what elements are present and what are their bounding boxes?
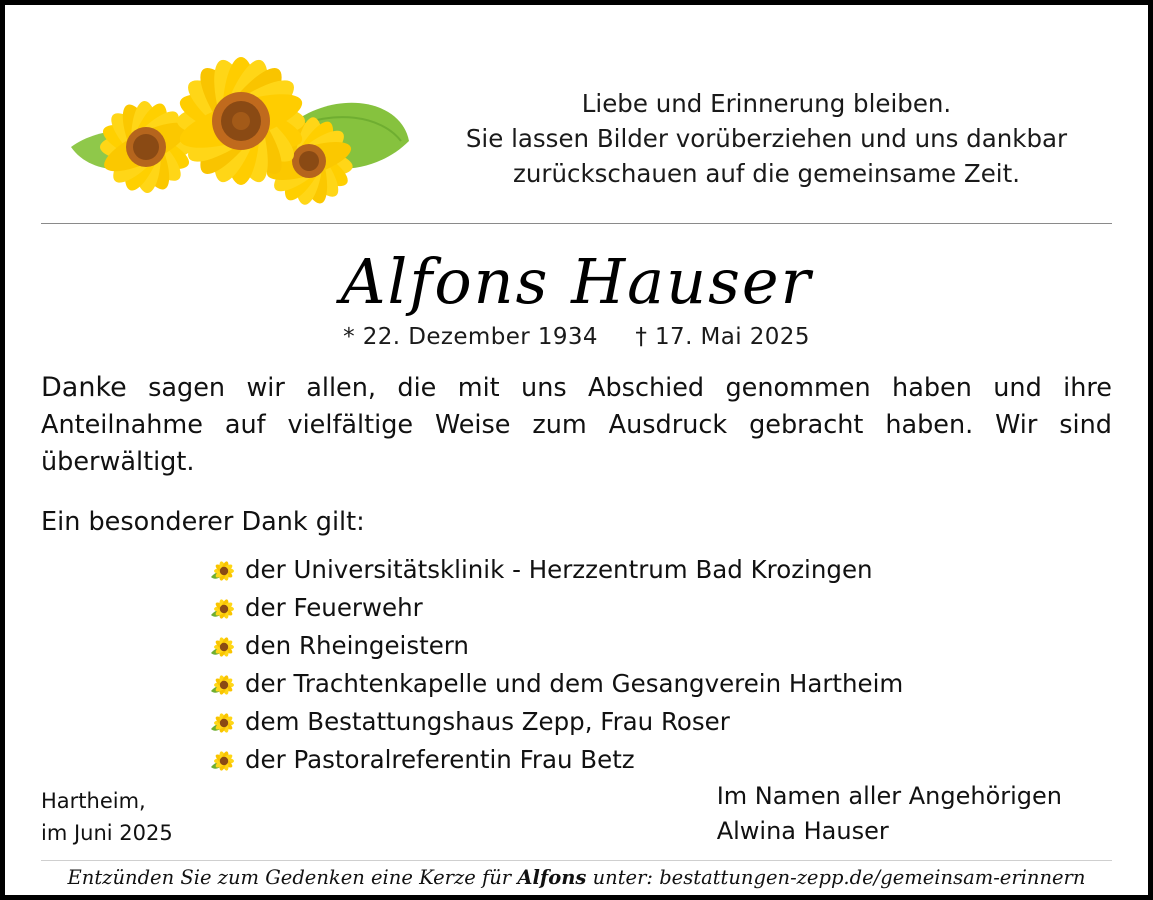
memorial-verse [421,87,1112,191]
sunflower-bouquet-image [41,29,411,209]
card-inner [5,5,1148,895]
footer-divider [41,860,1112,861]
card-header [41,15,1112,215]
thanks-paragraph-text: sagen wir allen, die mit uns Abschied genommen haben und ihre Anteilnahme auf vielfältige Weise zum Ausdruck gebracht haben. Wir sind überwältigt. [41,373,1112,478]
birth-symbol: * [343,324,355,351]
thanks-lead-word: Danke [41,372,127,404]
list-item-label: der Universitätsklinik - Herzzentrum Bad Krozingen [245,554,873,584]
card-footer [41,779,1112,849]
list-item [209,703,1112,741]
family-line-1: Im Namen aller Angehörigen [716,782,1062,811]
list-item-label: der Pastoralreferentin Frau Betz [245,744,635,774]
verse-line-2: Sie lassen Bilder vorüberziehen und uns dankbar [465,123,1068,153]
list-item [209,741,1112,779]
candle-invitation [41,866,1112,889]
list-item [209,551,1112,589]
sunflower-bullet-icon [209,596,235,622]
sunflower-bullet-icon [209,748,235,774]
verse-line-1: Liebe und Erinnerung bleiben. [581,89,952,118]
family-line-2: Alwina Hauser [716,817,889,846]
special-thanks-list [41,551,1112,779]
deceased-name: Alfons Hauser [340,245,813,318]
candle-middle: unter: [586,866,660,889]
sunflower-bullet-icon [209,710,235,736]
list-item-label: der Feuerwehr [245,592,423,622]
candle-url[interactable]: bestattungen-zepp.de/gemeinsam-erinnern [659,866,1086,889]
place-line: Hartheim, [41,789,146,813]
death-symbol: † [635,324,648,351]
header-divider [41,223,1112,224]
thanks-paragraph [41,368,1112,481]
life-dates [41,324,1112,350]
verse-line-3: zurückschauen auf die gemeinsame Zeit. [513,158,1020,188]
place-and-date [41,786,173,849]
candle-name: Alfons [517,866,587,889]
death-date: 17. Mai 2025 [655,324,810,351]
list-item-label: dem Bestattungshaus Zepp, Frau Roser [245,706,730,736]
list-item [209,665,1112,703]
special-thanks-heading: Ein besonderer Dank gilt: [41,506,365,537]
birth-date: 22. Dezember 1934 [362,324,598,351]
list-item-label: der Trachtenkapelle und dem Gesangverein Hartheim [245,668,904,698]
list-item-label: den Rheingeistern [245,630,469,660]
sunflower-bullet-icon [209,634,235,660]
candle-prefix: Entzünden Sie zum Gedenken eine Kerze für [67,866,518,889]
sunflower-bullet-icon [209,672,235,698]
date-line: im Juni 2025 [41,820,173,845]
sunflower-bullet-icon [209,558,235,584]
family-signature [717,779,1112,849]
list-item [209,627,1112,665]
list-item [209,589,1112,627]
